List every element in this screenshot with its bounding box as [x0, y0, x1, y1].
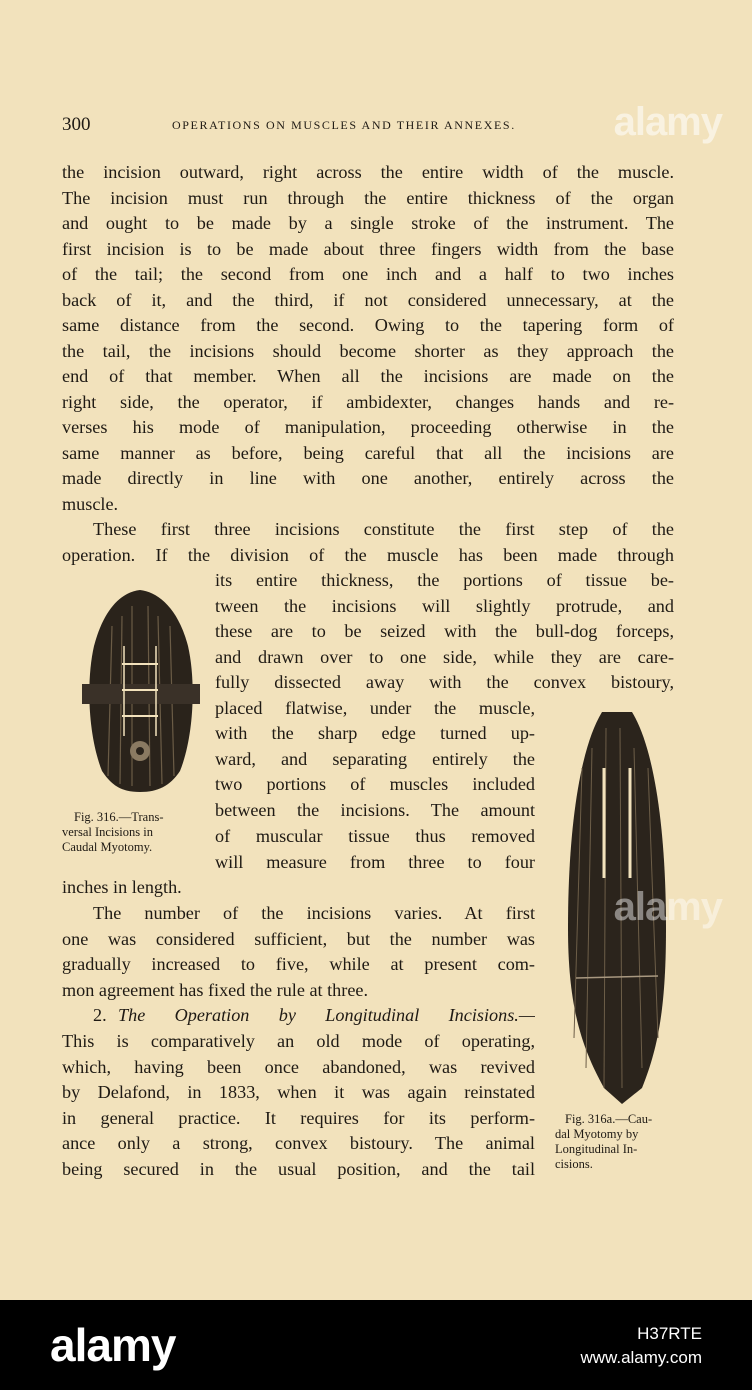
text-line: made directly in line with one another, entirely across the: [62, 468, 674, 488]
text-line: its entire thickness, the portions of tissue be-: [215, 570, 674, 590]
text-line: The number of the incisions varies. At first: [93, 903, 535, 923]
text-line: by Delafond, in 1833, when it was again reinstated: [62, 1082, 535, 1102]
text-line: tween the incisions will slightly protrude, and: [215, 596, 674, 616]
text-line: These first three incisions constitute the first step of the: [93, 519, 674, 539]
text-line: the incision outward, right across the entire width of the muscle.: [62, 162, 674, 182]
image-id: H37RTE: [637, 1324, 702, 1343]
stock-footer-bar: [0, 1300, 752, 1390]
caption-line: Longitudinal In-: [555, 1142, 638, 1156]
text-line: fully dissected away with the convex bistoury,: [215, 672, 674, 692]
caption-line: cisions.: [555, 1157, 593, 1171]
text-line: 2.: [93, 1005, 107, 1025]
text-line: operation. If the division of the muscle has been made through: [62, 545, 674, 565]
text-line: with the sharp edge turned up-: [215, 723, 535, 743]
caption-line: Caudal Myotomy.: [62, 840, 153, 854]
text-line: gradually increased to five, while at present com-: [62, 954, 535, 974]
text-line: This is comparatively an old mode of operating,: [62, 1031, 535, 1051]
text-line: verses his mode of manipulation, proceeding otherwise in the: [62, 417, 674, 437]
running-head: [62, 114, 674, 138]
caption-line: Fig. 316.—Trans-: [74, 810, 164, 824]
text-line: back of it, and the third, if not considered unnecessary, at the: [62, 290, 674, 310]
text-line: muscle.: [62, 494, 119, 514]
site-url: www.alamy.com: [580, 1348, 702, 1367]
text-line: which, having been once abandoned, was revived: [62, 1057, 535, 1077]
text-line: of muscular tissue thus removed: [215, 826, 535, 846]
figure-316a-caption: [555, 1112, 680, 1172]
text-line: inches in length.: [62, 877, 182, 897]
text-line: of the tail; the second from one inch and a half to two inches: [62, 264, 674, 284]
text-line: and drawn over to one side, while they are care-: [215, 647, 674, 667]
text-line: and ought to be made by a single stroke of the instrument. The: [62, 213, 674, 233]
text-line: mon agreement has fixed the rule at three.: [62, 980, 369, 1000]
text-line: same distance from the second. Owing to the tapering form of: [62, 315, 674, 335]
running-title: OPERATIONS ON MUSCLES AND THEIR ANNEXES.: [172, 118, 516, 132]
watermark-middle: alamy: [613, 885, 722, 929]
image-credit: [580, 1322, 702, 1370]
text-line: these are to be seized with the bull-dog forceps,: [215, 621, 674, 641]
text-line: in general practice. It requires for its perform-: [62, 1108, 535, 1128]
text-line: between the incisions. The amount: [215, 800, 535, 820]
caption-line: versal Incisions in: [62, 825, 153, 839]
text-line: placed flatwise, under the muscle,: [215, 698, 535, 718]
alamy-logo: alamy: [50, 1319, 176, 1371]
watermark-top: alamy: [613, 100, 722, 144]
text-line: ward, and separating entirely the: [215, 749, 535, 769]
text-line: one was considered sufficient, but the number was: [62, 929, 535, 949]
figure-316-caption: [62, 810, 207, 855]
text-line: The incision must run through the entire thickness of the organ: [62, 188, 674, 208]
text-line: will measure from three to four: [215, 852, 535, 872]
page-number: 300: [62, 114, 91, 135]
caption-line: Fig. 316a.—Cau-: [565, 1112, 653, 1126]
caption-line: dal Myotomy by: [555, 1127, 639, 1141]
section-heading-italic: The Operation by Longitudinal Incisions.—: [118, 1005, 535, 1025]
text-line: right side, the operator, if ambidexter, changes hands and re-: [62, 392, 674, 412]
text-line: first incision is to be made about three fingers width from the base: [62, 239, 674, 259]
text-line: end of that member. When all the incisions are made on the: [62, 366, 674, 386]
text-line: being secured in the usual position, and the tail: [62, 1159, 535, 1179]
text-line: the tail, the incisions should become shorter as they approach the: [62, 341, 674, 361]
figure-316-illustration: [82, 586, 200, 796]
text-line: two portions of muscles included: [215, 774, 535, 794]
text-line: same manner as before, being careful that all the incisions are: [62, 443, 674, 463]
text-line: ance only a strong, convex bistoury. The animal: [62, 1133, 535, 1153]
